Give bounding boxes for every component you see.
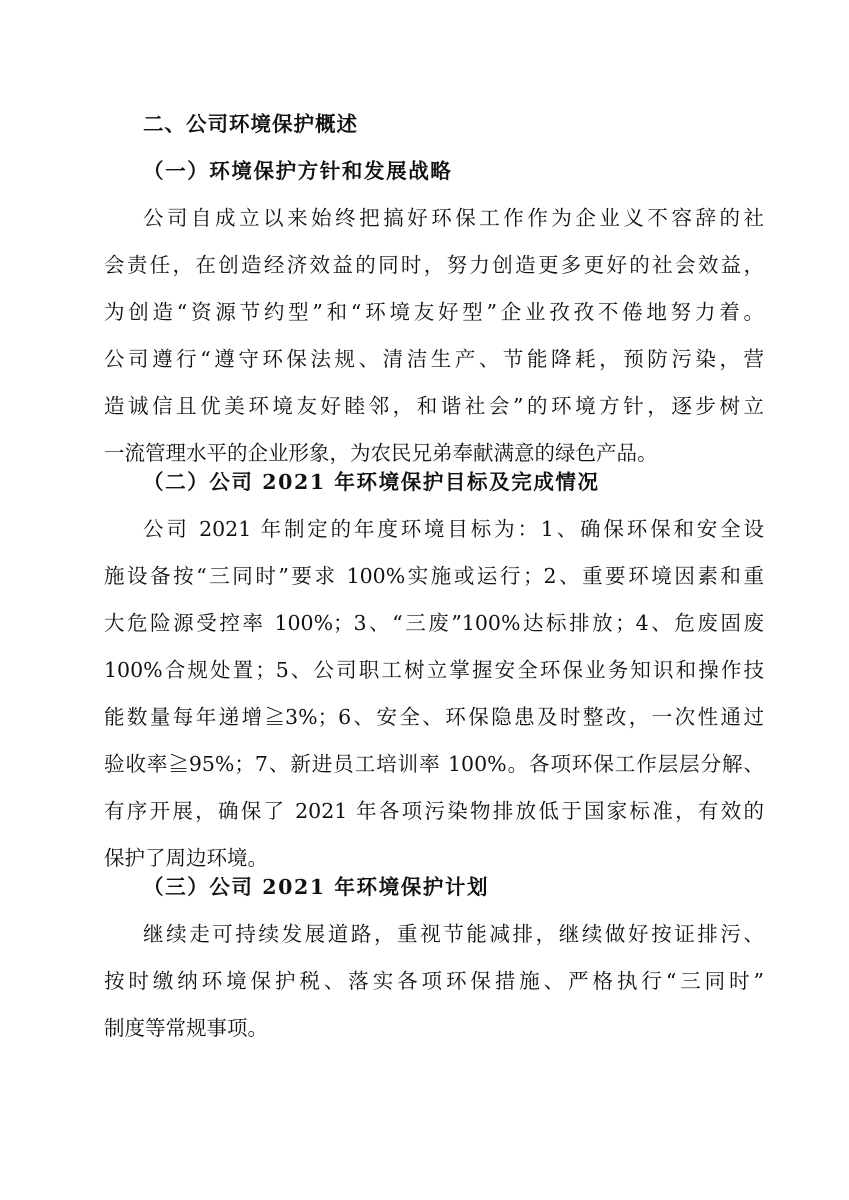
paragraph-line: 公司 2021 年制定的年度环境目标为：1、确保环保和安全设 <box>143 517 764 541</box>
paragraph-line: 按时缴纳环境保护税、落实各项环保措施、严格执行“三同时” <box>104 969 764 993</box>
paragraph-line: 保护了周边环境。 <box>104 846 268 870</box>
subsection-title-3: （三）公司 2021 年环境保护计划 <box>143 875 490 899</box>
paragraph-line: 大危险源受控率 100%；3、“三废”100%达标排放；4、危废固废 <box>104 611 764 635</box>
paragraph-line: 施设备按“三同时”要求 100%实施或运行；2、重要环境因素和重 <box>104 564 764 588</box>
paragraph-line: 100%合规处置；5、公司职工树立掌握安全环保业务知识和操作技 <box>104 658 764 682</box>
paragraph-line: 验收率≧95%；7、新进员工培训率 100%。各项环保工作层层分解、 <box>104 752 764 776</box>
paragraph-line: 为创造“资源节约型”和“环境友好型”企业孜孜不倦地努力着。 <box>104 300 764 324</box>
paragraph-line: 制度等常规事项。 <box>104 1016 268 1040</box>
paragraph-line: 公司遵行“遵守环保法规、清洁生产、节能降耗，预防污染，营 <box>104 347 764 371</box>
paragraph-line: 能数量每年递增≧3%；6、安全、环保隐患及时整改，一次性通过 <box>104 705 764 729</box>
paragraph-line: 一流管理水平的企业形象，为农民兄弟奉献满意的绿色产品。 <box>104 441 658 465</box>
subsection-title-1: （一）环境保护方针和发展战略 <box>143 159 453 183</box>
paragraph-line: 公司自成立以来始终把搞好环保工作作为企业义不容辞的社 <box>143 206 764 230</box>
paragraph-line: 造诚信且优美环境友好睦邻，和谐社会”的环境方针，逐步树立 <box>104 394 764 418</box>
subsection-title-2: （二）公司 2021 年环境保护目标及完成情况 <box>143 470 600 494</box>
paragraph-line: 会责任，在创造经济效益的同时，努力创造更多更好的社会效益， <box>104 253 764 277</box>
paragraph-line: 继续走可持续发展道路，重视节能减排，继续做好按证排污、 <box>143 922 764 946</box>
section-heading: 二、公司环境保护概述 <box>143 112 358 136</box>
paragraph-line: 有序开展，确保了 2021 年各项污染物排放低于国家标准，有效的 <box>104 799 764 823</box>
